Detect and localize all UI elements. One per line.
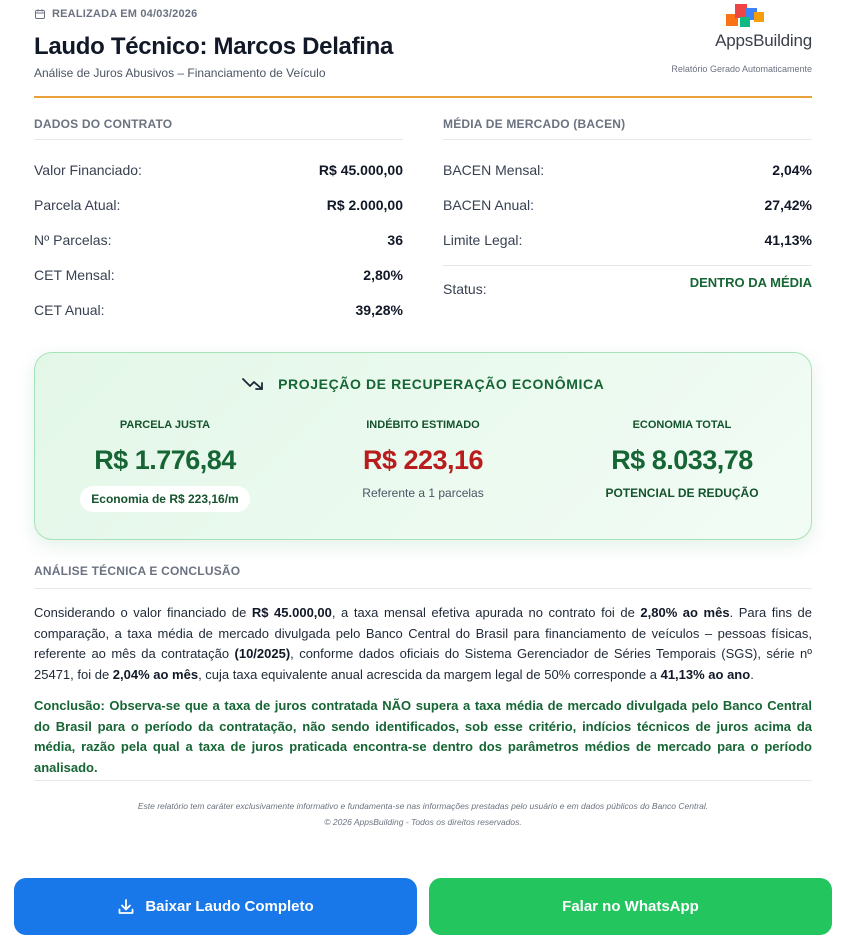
market-row	[443, 187, 812, 222]
contract-section	[34, 108, 403, 327]
status-row	[443, 265, 812, 306]
row-value: 2,80%	[363, 266, 403, 283]
date-row	[34, 8, 197, 20]
row-value: 39,28%	[355, 301, 403, 318]
page-title: Laudo Técnico: Marcos Delafina	[34, 33, 394, 60]
contract-row	[34, 187, 403, 222]
row-label: Nº Parcelas:	[34, 231, 112, 248]
analysis-heading: ANÁLISE TÉCNICA E CONCLUSÃO	[34, 558, 812, 589]
text-segment: , conforme dados oficiais do Sistema Gerenciador de Séries Temporais (SGS), série nº 25471, foi de	[34, 646, 812, 682]
row-value: R$ 2.000,00	[326, 196, 403, 213]
status-label: Status:	[443, 281, 487, 297]
market-section	[443, 108, 812, 306]
projection-title-row	[35, 376, 811, 392]
projection-card	[34, 352, 812, 540]
contract-row	[34, 257, 403, 292]
fair-installment-caption: PARCELA JUSTA	[119, 419, 211, 431]
report-header	[34, 0, 812, 98]
conclusion-paragraph: Conclusão: Observa-se que a taxa de juros contratada NÃO supera a taxa média de mercado divulgada pelo Banco Central do Brasil para o período da contratação, não sendo identificados, sob esse critério, indícios técnicos de juros acima da média, razão pela qual a taxa de juros praticada encontra-se dentro dos parâmetros médios de mercado para o período analisado.	[34, 698, 812, 775]
apps-building-logo	[692, 4, 812, 54]
row-value: 41,13%	[764, 231, 812, 248]
market-row	[443, 222, 812, 257]
row-value: 2,04%	[772, 161, 812, 178]
text-bold: R$ 45.000,00	[251, 605, 332, 620]
undue-caption: INDÉBITO ESTIMADO	[366, 419, 480, 431]
analysis-paragraph	[34, 603, 812, 685]
row-label: CET Mensal:	[34, 266, 115, 283]
total-savings-caption: ECONOMIA TOTAL	[632, 419, 732, 431]
text-segment: , a taxa mensal efetiva apurada no contrato foi de	[331, 605, 641, 620]
undue-note: Referente a 1 parcelas	[362, 486, 484, 500]
row-label: Parcela Atual:	[34, 196, 121, 213]
fair-installment-block	[35, 419, 295, 512]
report-generated-note: Relatório Gerado Automaticamente	[671, 64, 812, 74]
text-bold: 41,13% ao ano	[660, 666, 751, 682]
reduction-potential: POTENCIAL DE REDUÇÃO	[605, 486, 759, 500]
data-columns	[34, 108, 812, 340]
text-segment: .	[750, 666, 754, 682]
trending-down-icon	[242, 377, 264, 391]
report-page	[34, 0, 812, 827]
contract-row	[34, 152, 403, 187]
copyright: © 2026 AppsBuilding - Todos os direitos reservados.	[324, 817, 522, 827]
row-label: CET Anual:	[34, 301, 105, 318]
row-value: R$ 45.000,00	[318, 161, 403, 178]
savings-pill: Economia de R$ 223,16/m	[80, 486, 249, 512]
download-button-label: Baixar Laudo Completo	[145, 898, 314, 915]
total-savings-block	[552, 419, 812, 500]
text-bold: 2,04% ao mês	[112, 666, 199, 682]
footer	[34, 798, 812, 830]
total-savings-value: R$ 8.033,78	[611, 445, 753, 475]
contract-row	[34, 222, 403, 257]
contract-heading: DADOS DO CONTRATO	[34, 108, 403, 140]
row-label: Limite Legal:	[443, 231, 523, 248]
row-value: 36	[387, 231, 403, 248]
market-row	[443, 152, 812, 187]
text-bold: (10/2025)	[234, 646, 291, 661]
whatsapp-button[interactable]	[429, 878, 832, 935]
date-label: REALIZADA EM 04/03/2026	[52, 8, 198, 20]
footer-divider	[34, 780, 812, 781]
disclaimer: Este relatório tem caráter exclusivamente informativo e fundamenta-se nas informações prestadas pelo usuário e em dados públicos do Banco Central.	[137, 801, 709, 811]
text-segment: . Para fins de comparação, a taxa média de mercado divulgada pelo Banco Central do Brasil para financiamento de veículos – pessoas físicas, referente ao mês da contratação	[34, 605, 812, 661]
text-bold: 2,80% ao mês	[640, 605, 730, 620]
download-report-button[interactable]	[14, 878, 417, 935]
market-heading: MÉDIA DE MERCADO (BACEN)	[443, 108, 812, 140]
projection-title: PROJEÇÃO DE RECUPERAÇÃO ECONÔMICA	[278, 376, 605, 392]
undue-value: R$ 223,16	[362, 445, 484, 475]
row-label: BACEN Mensal:	[443, 161, 545, 178]
whatsapp-button-label: Falar no WhatsApp	[562, 898, 699, 915]
status-badge: DENTRO DA MÉDIA	[689, 274, 812, 290]
contract-row	[34, 292, 403, 327]
row-label: Valor Financiado:	[34, 161, 142, 178]
text-segment: Considerando o valor financiado de	[34, 605, 252, 620]
logo-text: AppsBuilding	[715, 31, 812, 50]
row-value: 27,42%	[764, 196, 812, 213]
download-icon	[117, 898, 135, 916]
page-subtitle: Análise de Juros Abusivos – Financiamento de Veículo	[34, 66, 326, 80]
calendar-icon	[34, 8, 46, 20]
fair-installment-value: R$ 1.776,84	[94, 445, 236, 475]
row-label: BACEN Anual:	[443, 196, 535, 213]
undue-block	[293, 419, 553, 500]
logo-mark-icon	[726, 4, 770, 30]
text-segment: , cuja taxa equivalente anual acrescida da margem legal de 50% corresponde a	[198, 666, 661, 682]
